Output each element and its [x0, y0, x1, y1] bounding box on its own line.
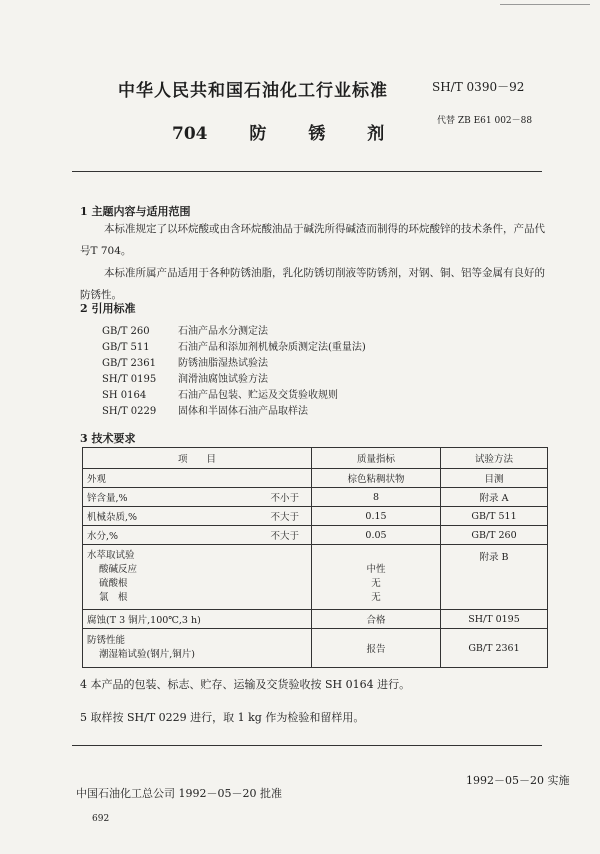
corrosion-value: 合格 [312, 610, 441, 629]
section-5-text: 5 取样按 SH/T 0229 进行，取 1 kg 作为检验和留样用。 [80, 711, 365, 724]
doc-title-char-3: 剂 [367, 124, 385, 144]
row-method: 附录 A [441, 488, 548, 507]
doc-title-number: 704 [172, 124, 208, 144]
section-3-heading: 3 技术要求 [80, 432, 136, 445]
row-item-cell [83, 488, 312, 507]
row-value: 棕色粘稠状物 [312, 469, 441, 488]
row-limit: 不大于 [270, 531, 299, 542]
row-item: 机械杂质,% [87, 512, 138, 523]
reference-title: 石油产品包装、贮运及交货验收规则 [178, 390, 338, 401]
reference-code: GB/T 260 [102, 326, 150, 337]
table-row-corrosion [83, 610, 548, 629]
reference-code: GB/T 511 [102, 342, 150, 353]
reference-code: SH/T 0229 [102, 406, 157, 417]
reference-code: SH 0164 [102, 390, 147, 401]
document-title [172, 119, 406, 144]
antirust-method: GB/T 2361 [441, 629, 548, 668]
table-row [83, 526, 548, 545]
table-row [83, 488, 548, 507]
footer-divider [72, 745, 542, 746]
reference-title: 石油产品和添加剂机械杂质测定法(重量法) [178, 342, 366, 353]
implementation-note: 1992－05－20 实施 [466, 774, 570, 787]
row-method: GB/T 511 [441, 507, 548, 526]
section-4-text: 4 本产品的包装、标志、贮存、运输及交货验收按 SH 0164 进行。 [80, 678, 411, 691]
reference-code: GB/T 2361 [102, 358, 157, 369]
reference-item [102, 338, 366, 353]
standard-title: 中华人民共和国石油化工行业标准 [118, 81, 388, 101]
water-extract-items [83, 545, 312, 610]
reference-item [102, 370, 268, 385]
row-limit: 不大于 [270, 512, 299, 523]
row-value: 0.05 [312, 526, 441, 545]
reference-item [102, 386, 338, 401]
header-divider [72, 171, 542, 172]
row-method: GB/T 260 [441, 526, 548, 545]
technical-requirements-table [82, 447, 548, 668]
row-item-cell [83, 526, 312, 545]
water-extract-value-2: 无 [371, 578, 381, 589]
water-extract-value-1: 中性 [366, 564, 386, 575]
row-value: 8 [312, 488, 441, 507]
replaces-note: 代替 ZB E61 002－88 [437, 116, 533, 126]
reference-title: 润滑油腐蚀试验方法 [178, 374, 268, 385]
row-item: 锌含量,% [87, 493, 128, 504]
row-item-cell [83, 469, 312, 488]
table-row-antirust [83, 629, 548, 668]
water-extract-method: 附录 B [441, 545, 548, 610]
section-1-paragraph-2: 本标准所属产品适用于各种防锈油脂，乳化防锈切削液等防锈剂，对钢、铜、铝等金属有良好的防锈性。 [80, 267, 545, 301]
header-test-method: 试验方法 [441, 448, 548, 469]
antirust-sub: 潮湿箱试验(钢片,铜片) [99, 649, 195, 660]
antirust-item: 防锈性能 [87, 635, 126, 646]
water-extract-sub-2: 硫酸根 [99, 578, 128, 589]
row-method: 目测 [441, 469, 548, 488]
water-extract-value-3: 无 [371, 592, 381, 603]
reference-item [102, 354, 268, 369]
corrosion-item: 腐蚀(T 3 铜片,100℃,3 h) [83, 610, 312, 629]
standard-code: SH/T 0390－92 [432, 80, 525, 94]
section-2-heading: 2 引用标准 [80, 302, 136, 315]
table-row [83, 507, 548, 526]
water-extract-sub-3: 氯 根 [99, 592, 128, 603]
top-edge-line [500, 4, 590, 5]
corrosion-method: SH/T 0195 [441, 610, 548, 629]
water-extract-sub-1: 酸碱反应 [99, 564, 138, 575]
row-limit: 不小于 [270, 493, 299, 504]
header-quality-index: 质量指标 [312, 448, 441, 469]
reference-item [102, 402, 308, 417]
approval-note: 中国石油化工总公司 1992－05－20 批准 [76, 787, 282, 800]
doc-title-char-1: 防 [249, 124, 267, 144]
reference-title: 固体和半固体石油产品取样法 [178, 406, 308, 417]
doc-title-char-2: 锈 [308, 124, 326, 144]
table-header-row [83, 448, 548, 469]
water-extract-values [312, 545, 441, 610]
row-item: 外观 [87, 474, 107, 485]
row-value: 0.15 [312, 507, 441, 526]
row-item: 水分,% [87, 531, 119, 542]
page-number: 692 [92, 814, 110, 824]
reference-code: SH/T 0195 [102, 374, 157, 385]
header-item: 项 目 [83, 448, 312, 469]
water-extract-item: 水萃取试验 [87, 550, 135, 561]
table-row [83, 469, 548, 488]
antirust-value: 报告 [312, 629, 441, 668]
section-1-paragraph-1: 本标准规定了以环烷酸或由含环烷酸油品于碱洗所得碱渣而制得的环烷酸锌的技术条件，产品代号T 704。 [80, 223, 545, 257]
antirust-items [83, 629, 312, 668]
table-row-water-extract [83, 545, 548, 610]
reference-title: 石油产品水分测定法 [178, 326, 268, 337]
reference-item [102, 322, 268, 337]
reference-title: 防锈油脂湿热试验法 [178, 358, 268, 369]
section-1-heading: 1 主题内容与适用范围 [80, 205, 191, 218]
row-item-cell [83, 507, 312, 526]
